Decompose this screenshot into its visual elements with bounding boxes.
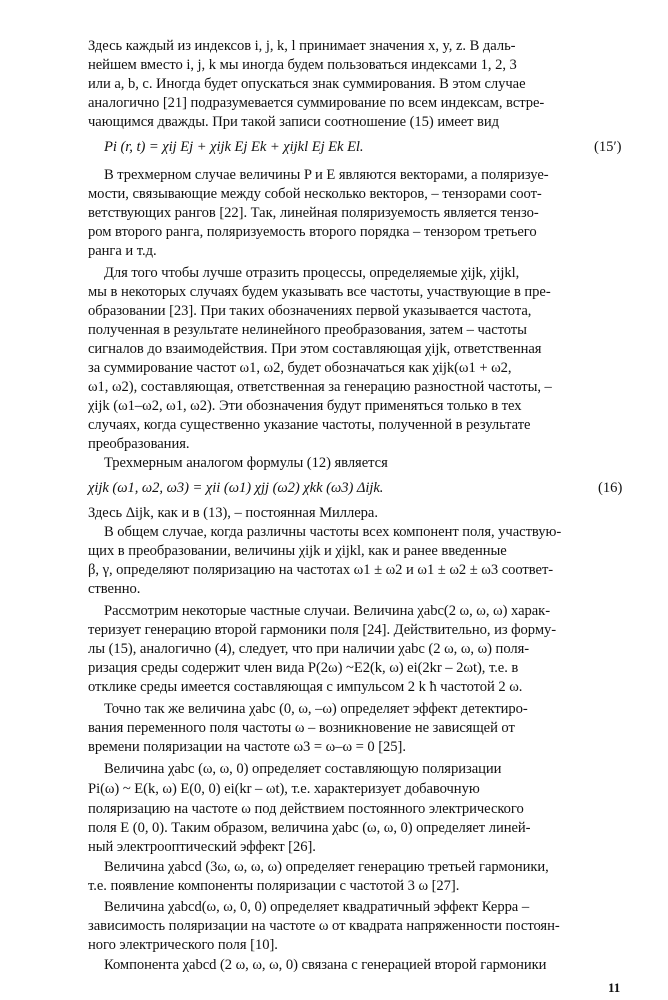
text-line: Точно так же величина χabc (0, ω, –ω) определяет эффект детектиро- [104,701,528,717]
text-line: ветствующих рангов [22]. Так, линейная поляризуемость является тензо- [88,205,539,221]
text-line: или a, b, c. Иногда будет опускаться знак суммирования. В этом случае [88,76,526,92]
equation-15: Pi (r, t) = χij Ej + χijk Ej Ek + χijkl Ej Ek El. [104,139,364,155]
text-line: Трехмерным аналогом формулы (12) является [104,455,388,471]
text-line: Для того чтобы лучше отразить процессы, определяемые χijk, χijkl, [104,265,520,281]
equation-number: (16) [598,480,623,496]
text-line: Величина χabcd (3ω, ω, ω, ω) определяет генерацию третьей гармоники, [104,859,549,875]
text-line: мости, связывающие между собой несколько векторов, – тензорами соот- [88,186,542,202]
text-line: поляризацию на частоте ω под действием постоянного электрического [88,801,524,817]
text-line: ного электрического поля [10]. [88,937,278,953]
text-line: Величина χabc (ω, ω, 0) определяет составляющую поляризации [104,761,502,777]
text-line: щих в преобразовании, величины χijk и χijkl, как и ранее введенные [88,543,507,559]
text-line: ранга и т.д. [88,243,157,259]
text-line: β, γ, определяют поляризацию на частотах ω1 ± ω2 и ω1 ± ω2 ± ω3 соответ- [88,562,554,578]
equation-number: (15′) [594,139,622,155]
text-line: преобразования. [88,436,190,452]
text-line: времени поляризации на частоте ω3 = ω–ω = 0 [25]. [88,739,406,755]
text-line: т.е. появление компоненты поляризации с частотой 3 ω [27]. [88,878,460,894]
text-line: случаях, когда существенно указание частоты, полученной в результате [88,417,531,433]
text-line: нейшем вместо i, j, k мы иногда будем пользоваться индексами 1, 2, 3 [88,57,517,73]
text-line: сигналов до взаимодействия. При этом составляющая χijk, ответственная [88,341,542,357]
text-line: ром второго ранга, поляризуемость второго порядка – тензором третьего [88,224,537,240]
text-line: поля E (0, 0). Таким образом, величина χabc (ω, ω, 0) определяет линей- [88,820,531,836]
text-line: за суммирование частот ω1, ω2, будет обозначаться как χijk(ω1 + ω2, [88,360,512,376]
text-line: ризация среды содержит член вида P(2ω) ~E2(k, ω) ei(2kr – 2ωt), т.е. в [88,660,519,676]
page-number: 11 [608,980,621,995]
text-line: Здесь каждый из индексов i, j, k, l принимает значения x, y, z. В даль- [88,38,516,54]
text-line: мы в некоторых случаях будем указывать все частоты, участвующие в пре- [88,284,551,300]
text-line: В трехмерном случае величины P и E являются векторами, а поляризуе- [104,167,549,183]
text-line: теризует генерацию второй гармоники поля [24]. Действительно, из форму- [88,622,557,638]
text-line: Рассмотрим некоторые частные случаи. Величина χabc(2 ω, ω, ω) харак- [104,603,551,619]
text-line: Величина χabcd(ω, ω, 0, 0) определяет квадратичный эффект Керра – [104,899,530,915]
text-line: Здесь Δijk, как и в (13), – постоянная Миллера. [88,505,378,521]
text-line: ственно. [88,581,141,597]
text-line: зависимость поляризации на частоте ω от квадрата напряженности постоян- [88,918,560,934]
text-line: вания переменного поля частоты ω – возникновение не зависящей от [88,720,515,736]
text-line: образовании [23]. При таких обозначениях первой указывается частота, [88,303,532,319]
text-line: Pi(ω) ~ E(k, ω) E(0, 0) ei(kr – ωt), т.е. характеризует добавочную [88,781,480,797]
text-line: χijk (ω1–ω2, ω1, ω2). Эти обозначения будут применяться только в тех [88,398,522,414]
text-line: аналогично [21] подразумевается суммирование по всем индексам, встре- [88,95,545,111]
text-line: Компонента χabcd (2 ω, ω, ω, 0) связана с генерацией второй гармоники [104,957,547,973]
text-line: лы (15), аналогично (4), следует, что при наличии χabc (2 ω, ω, ω) поля- [88,641,530,657]
text-line: чающимся дважды. При такой записи соотношение (15) имеет вид [88,114,500,130]
text-line: В общем случае, когда различны частоты всех компонент поля, участвую- [104,524,562,540]
text-line: ный электрооптический эффект [26]. [88,839,316,855]
text-line: полученная в результате нелинейного преобразования, затем – частоты [88,322,527,338]
text-line: ω1, ω2), составляющая, ответственная за генерацию разностной частоты, – [88,379,552,395]
equation-16: χijk (ω1, ω2, ω3) = χii (ω1) χjj (ω2) χkk (ω3) Δijk. [88,480,384,496]
text-line: отклике среды имеется составляющая с импульсом 2 k ħ частотой 2 ω. [88,679,523,695]
